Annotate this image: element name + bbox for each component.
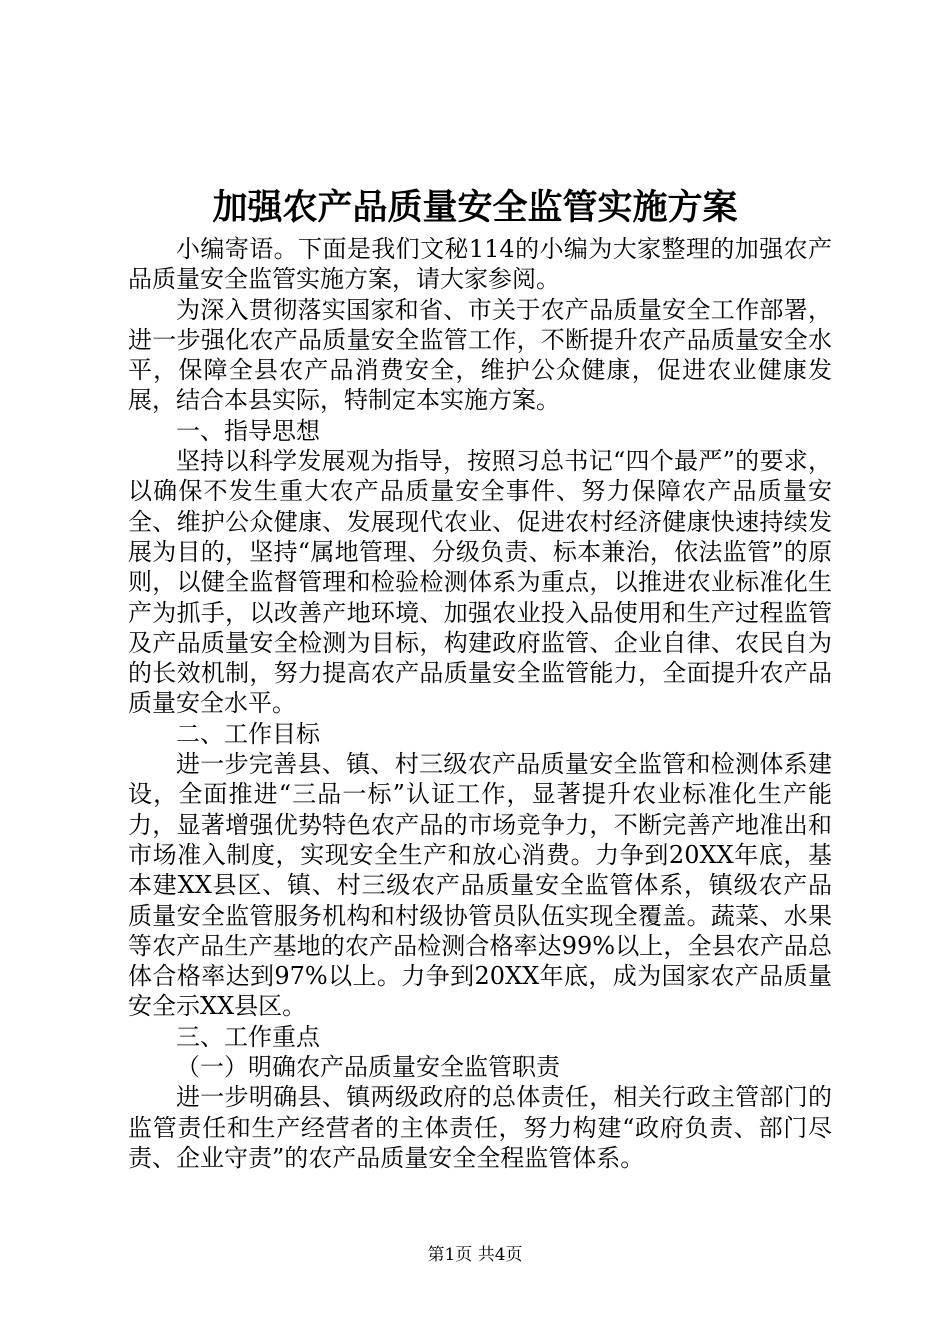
guiding-ideology-paragraph: 坚持以科学发展观为指导，按照习总书记“四个最严”的要求，以确保不发生重大农产品质量安全事件、努力保障农产品质量安全、维护公众健康、发展现代农业、促进农村经济健康快速持续发展为目的，坚持“属地管理、分级负责、标本兼治，依法监管”的原则，以健全监督管理和检验检测体系为重点，以推进农业标准化生产为抓手，以改善产地环境、加强农业投入品使用和生产过程监管及产品质量安全检测为目标，构建政府监管、企业自律、农民自为的长效机制，努力提高农产品质量安全监管能力，全面提升农产品质量安全水平。	[128, 447, 832, 718]
document-body	[128, 234, 832, 1173]
section-heading-work-goals: 二、工作目标	[176, 719, 320, 748]
page-footer: 第1页 共4页	[427, 1245, 523, 1265]
section-heading-guiding-ideology: 一、指导思想	[176, 416, 320, 445]
work-goals-paragraph: 进一步完善县、镇、村三级农产品质量安全监管和检测体系建设，全面推进“三品一标”认证工作，显著提升农业标准化生产能力，显著增强优势特色农产品的市场竞争力，不断完善产地准出和市场准入制度，实现安全生产和放心消费。力争到20XX年底，基本建XX县区、镇、村三级农产品质量安全监管体系，镇级农产品质量安全监管服务机构和村级协管员队伍实现全覆盖。蔬菜、水果等农产品生产基地的农产品检测合格率达99%以上，全县农产品总体合格率达到97%以上。力争到20XX年底，成为国家农产品质量安全示XX县区。	[128, 750, 832, 1021]
document-title: 加强农产品质量安全监管实施方案	[212, 187, 738, 228]
section-heading-key-work: 三、工作重点	[176, 1022, 320, 1051]
preface-paragraph: 为深入贯彻落实国家和省、市关于农产品质量安全工作部署，进一步强化农产品质量安全监管工作，不断提升农产品质量安全水平，保障全县农产品消费安全，维护公众健康，促进农业健康发展，结合本县实际，特制定本实施方案。	[128, 295, 832, 415]
intro-paragraph: 小编寄语。下面是我们文秘114的小编为大家整理的加强农产品质量安全监管实施方案，请大家参阅。	[128, 235, 832, 294]
responsibilities-paragraph: 进一步明确县、镇两级政府的总体责任，相关行政主管部门的监管责任和生产经营者的主体责任，努力构建“政府负责、部门尽责、企业守责”的农产品质量安全全程监管体系。	[128, 1083, 832, 1172]
subsection-heading-responsibilities: （一）明确农产品质量安全监管职责	[176, 1053, 560, 1082]
